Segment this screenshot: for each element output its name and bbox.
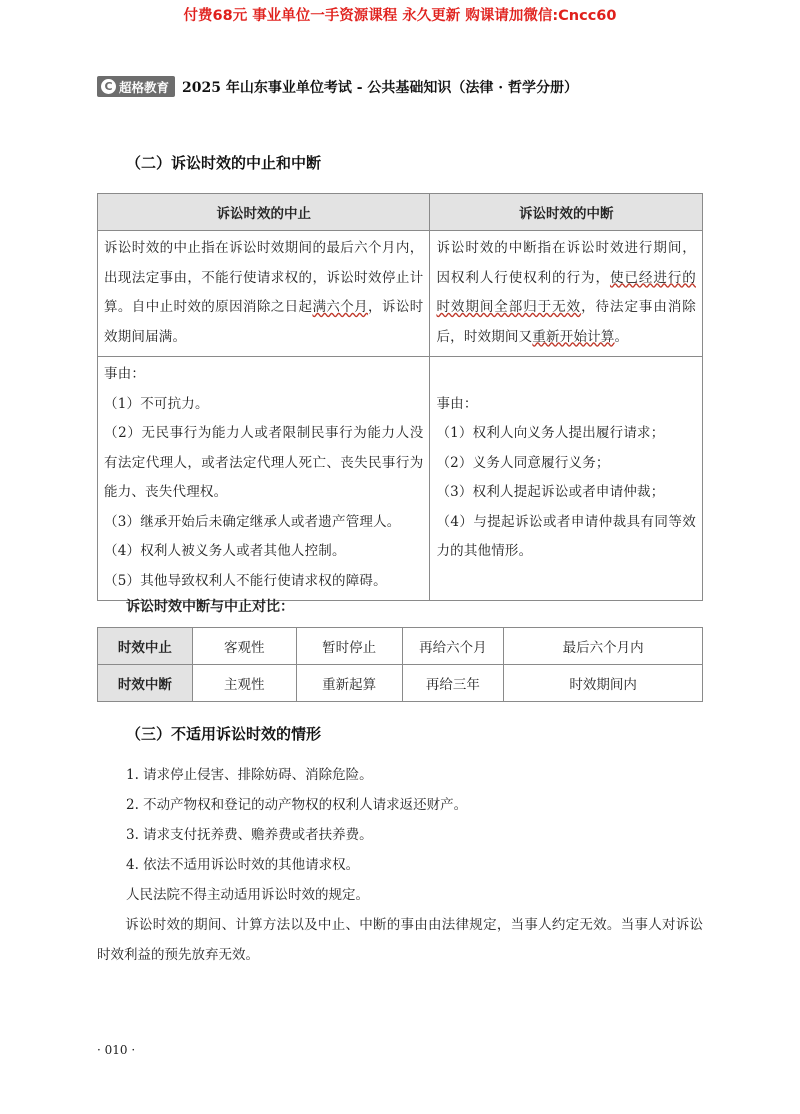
interruption-definition: 诉讼时效的中断指在诉讼时效进行期间，因权利人行使权利的行为，使已经进行的时效期间全部归于无效，待法定事由消除后，时效期间又重新开始计算。 <box>430 231 703 357</box>
table-cell: 客观性 <box>192 628 296 665</box>
row-header-suspension: 时效中止 <box>98 628 193 665</box>
list-item: （3）权利人提起诉讼或者申请仲裁； <box>436 484 665 500</box>
list-item: 3. 请求支付抚养费、赡养费或者扶养费。 <box>126 827 373 843</box>
definition-row <box>98 231 703 357</box>
reasons-row <box>98 357 703 601</box>
list-item: （2）无民事行为能力人或者限制民事行为能力人没有法定代理人，或者法定代理人死亡、丧失民事行为能力、丧失代理权。 <box>104 425 424 500</box>
comparison-label: 诉讼时效中断与中止对比： <box>126 599 294 615</box>
list-item: 2. 不动产物权和登记的动产物权的权利人请求返还财产。 <box>126 797 468 813</box>
table-cell: 主观性 <box>192 665 296 702</box>
table-header-row <box>98 194 703 231</box>
logo-text: 超格教育 <box>119 79 170 95</box>
document-title: 2025 年山东事业单位考试 - 公共基础知识（法律 · 哲学分册） <box>182 79 579 96</box>
list-item: 1. 请求停止侵害、排除妨碍、消除危险。 <box>126 767 373 783</box>
list-item: （5）其他导致权利人不能行使请求权的障碍。 <box>104 572 387 589</box>
interruption-reasons <box>430 357 703 601</box>
list-item: （4）权利人被义务人或者其他人控制。 <box>104 543 346 559</box>
table-cell: 暂时停止 <box>296 628 402 665</box>
underlined-text: 使已经进行的时效期间全部归于无效 <box>436 269 696 315</box>
table-cell: 时效期间内 <box>504 665 703 702</box>
row-header-interruption: 时效中断 <box>98 665 193 702</box>
logo-icon: C <box>101 79 116 94</box>
not-applicable-list <box>126 760 467 910</box>
list-item: （1）权利人向义务人提出履行请求； <box>436 425 665 441</box>
section-heading-suspension-interruption: （二）诉讼时效的中止和中断 <box>126 154 322 172</box>
header-suspension: 诉讼时效的中止 <box>98 194 430 231</box>
underlined-text: 重新开始计算 <box>532 328 615 345</box>
list-item: （4）与提起诉讼或者申请仲裁具有同等效力的其他情形。 <box>436 513 696 559</box>
reasons-label: 事由： <box>436 395 478 412</box>
watermark-banner: 付费68元 事业单位一手资源课程 永久更新 购课请加微信:Cncc60 <box>183 8 617 24</box>
court-note: 人民法院不得主动适用诉讼时效的规定。 <box>126 887 369 903</box>
list-item: （1）不可抗力。 <box>104 395 209 412</box>
header-interruption: 诉讼时效的中断 <box>430 194 703 231</box>
table-cell: 最后六个月内 <box>504 628 703 665</box>
list-item: 4. 依法不适用诉讼时效的其他请求权。 <box>126 857 360 873</box>
table-row <box>98 665 703 702</box>
page-header <box>97 76 578 97</box>
comparison-table <box>97 627 703 702</box>
suspension-definition: 诉讼时效的中止指在诉讼时效期间的最后六个月内，出现法定事由，不能行使请求权的，诉讼时效停止计算。自中止时效的原因消除之日起满六个月，诉讼时效期间届满。 <box>98 231 430 357</box>
list-item: （2）义务人同意履行义务； <box>436 454 610 471</box>
section-heading-not-applicable: （三）不适用诉讼时效的情形 <box>126 725 322 743</box>
table-cell: 再给三年 <box>402 665 504 702</box>
page-number: · 010 · <box>97 1043 136 1057</box>
body-paragraph: 诉讼时效的期间、计算方法以及中止、中断的事由由法律规定，当事人约定无效。当事人对诉讼时效利益的预先放弃无效。 <box>97 917 703 963</box>
underlined-text: 满六个月 <box>312 299 369 315</box>
table-cell: 再给六个月 <box>402 628 504 665</box>
suspension-interruption-table <box>97 193 703 601</box>
suspension-reasons <box>98 357 430 601</box>
list-item: （3）继承开始后未确定继承人或者遗产管理人。 <box>104 513 401 530</box>
brand-logo <box>97 76 175 97</box>
reasons-label: 事由： <box>104 366 146 382</box>
table-row <box>98 628 703 665</box>
table-cell: 重新起算 <box>296 665 402 702</box>
